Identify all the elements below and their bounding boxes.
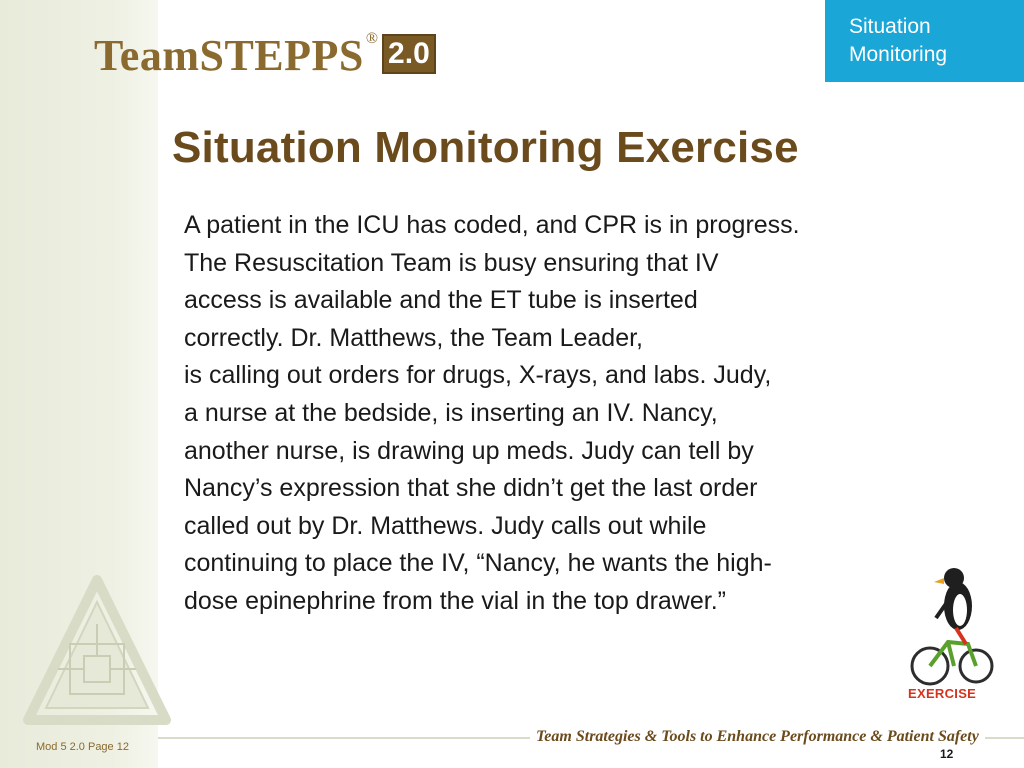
body-line: continuing to place the IV, “Nancy, he wants the high- — [184, 549, 772, 578]
body-line: a nurse at the bedside, is inserting an IV. Nancy, — [184, 398, 718, 427]
topic-box — [825, 0, 1024, 82]
slide-title: Situation Monitoring Exercise — [172, 123, 799, 172]
body-line: The Resuscitation Team is busy ensuring that IV — [184, 248, 719, 277]
logo-registered-mark: ® — [365, 30, 379, 47]
body-line: correctly. Dr. Matthews, the Team Leader, — [184, 323, 643, 352]
teamstepps-triangle-icon — [22, 572, 172, 732]
body-line: access is available and the ET tube is inserted — [184, 286, 698, 315]
exercise-label: EXERCISE — [908, 686, 977, 701]
body-line: another nurse, is drawing up meds. Judy can tell by — [184, 436, 754, 465]
body-line: called out by Dr. Matthews. Judy calls out while — [184, 511, 707, 540]
footer-tagline: Team Strategies & Tools to Enhance Performance & Patient Safety — [530, 728, 985, 746]
body-line: A patient in the ICU has coded, and CPR is in progress. — [184, 211, 800, 239]
body-line: is calling out orders for drugs, X-rays, and labs. Judy, — [184, 361, 772, 390]
body-line: dose epinephrine from the vial in the top drawer.” — [184, 586, 726, 615]
page-number: 12 — [940, 747, 954, 761]
topic-line-1: Situation — [849, 15, 931, 38]
logo-wordmark: TeamSTEPPS — [94, 31, 364, 80]
body-line: Nancy’s expression that she didn’t get the last order — [184, 474, 758, 503]
slide-body-text — [184, 207, 974, 621]
topic-line-2: Monitoring — [849, 43, 948, 66]
module-page-label: Mod 5 2.0 Page 12 — [36, 741, 129, 753]
logo-version-badge: 2.0 — [382, 34, 436, 74]
teamstepps-logo — [94, 28, 436, 78]
